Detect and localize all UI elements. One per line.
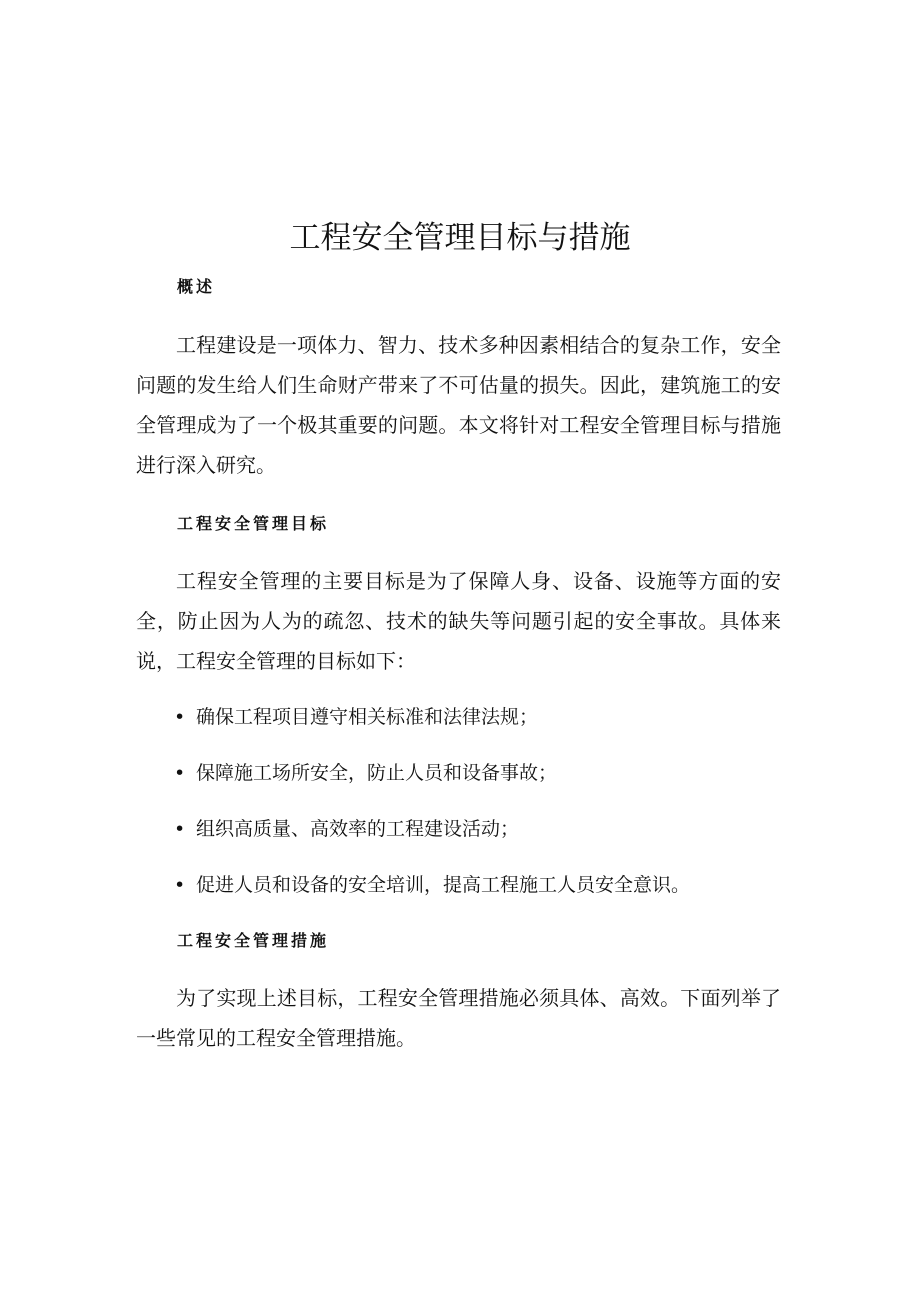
section-heading-goals: 工程安全管理目标 [177,514,330,533]
list-item [174,871,690,899]
list-item [174,759,557,787]
list-item-text: 促进人员和设备的安全培训，提高工程施工人员安全意识。 [196,874,691,896]
bullet-icon: • [174,874,186,896]
list-item [174,703,538,731]
bullet-icon: • [174,762,186,784]
list-item-text: 确保工程项目遵守相关标准和法律法规； [196,706,539,728]
goals-paragraph: 工程安全管理的主要目标是为了保障人身、设备、设施等方面的安全，防止因为人为的疏忽、技术的缺失等问题引起的安全事故。具体来说，工程安全管理的目标如下： [136,569,781,673]
section-heading-overview: 概述 [177,277,216,296]
section-heading-measures: 工程安全管理措施 [177,931,330,950]
list-item-text: 组织高质量、高效率的工程建设活动； [196,818,520,840]
document-title: 工程安全管理目标与措施 [289,220,631,256]
measures-paragraph: 为了实现上述目标，工程安全管理措施必须具体、高效。下面列举了一些常见的工程安全管理措施。 [136,986,781,1050]
list-item-text: 保障施工场所安全，防止人员和设备事故； [196,762,558,784]
list-item [174,815,519,843]
bullet-icon: • [174,706,186,728]
bullet-icon: • [174,818,186,840]
overview-paragraph: 工程建设是一项体力、智力、技术多种因素相结合的复杂工作，安全问题的发生给人们生命财产带来了不可估量的损失。因此，建筑施工的安全管理成为了一个极其重要的问题。本文将针对工程安全管理目标与措施进行深入研究。 [136,333,781,477]
